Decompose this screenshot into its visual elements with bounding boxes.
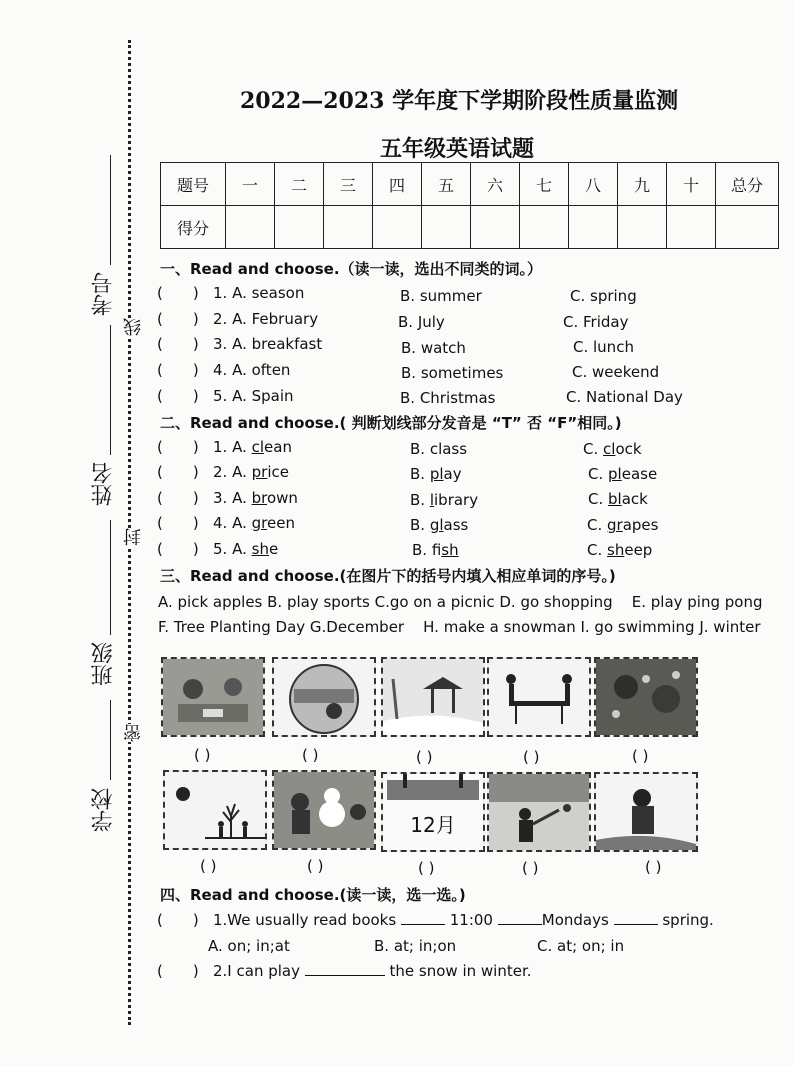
picture-picnic bbox=[161, 657, 265, 737]
section1-heading: 一、Read and choose.（读一读，选出不同类的词。） bbox=[160, 260, 543, 278]
fill-blank[interactable] bbox=[498, 924, 542, 925]
word-bank-line1: A. pick apples B. play sports C.go on a picnic D. go shopping E. play ping pong bbox=[158, 593, 763, 611]
answer-paren[interactable]: ( ) bbox=[157, 387, 199, 405]
answer-paren[interactable]: ( ) bbox=[157, 911, 199, 929]
answer-paren-pic1[interactable]: ( ) bbox=[194, 746, 211, 764]
fill-blank[interactable] bbox=[614, 924, 658, 925]
q-option-c: C. please bbox=[588, 465, 658, 483]
q-option-a: 2. A. price bbox=[213, 463, 289, 481]
score-cell[interactable] bbox=[324, 206, 373, 249]
answer-paren[interactable]: ( ) bbox=[157, 962, 199, 980]
header-cell: 题号 bbox=[161, 163, 226, 206]
header-cell: 六 bbox=[471, 163, 520, 206]
section3-heading: 三、Read and choose.(在图片下的括号内填入相应单词的序号。) bbox=[160, 567, 616, 585]
score-cell[interactable] bbox=[275, 206, 324, 249]
score-value-row bbox=[161, 206, 779, 249]
header-cell: 五 bbox=[422, 163, 471, 206]
score-cell[interactable] bbox=[618, 206, 667, 249]
score-table bbox=[160, 162, 779, 249]
answer-paren[interactable]: ( ) bbox=[157, 489, 199, 507]
header-cell: 四 bbox=[373, 163, 422, 206]
name-label: 姓名 bbox=[91, 462, 116, 506]
q-option-b: B. play bbox=[410, 465, 462, 483]
seal-char-line: 线 bbox=[121, 318, 147, 336]
fill-blank[interactable] bbox=[305, 975, 385, 976]
picture-tree-planting bbox=[163, 770, 267, 850]
class-label: 班级 bbox=[91, 642, 116, 686]
s4-q1-option-c: C. at; on; in bbox=[537, 937, 625, 955]
word-bank-line2: F. Tree Planting Day G.December H. make a snowman I. go swimming J. winter bbox=[158, 618, 761, 636]
q-option-c: C. weekend bbox=[572, 363, 660, 381]
q-option-c: C. spring bbox=[570, 287, 637, 305]
header-cell: 一 bbox=[226, 163, 275, 206]
q-option-a: 5. A. she bbox=[213, 540, 279, 558]
q-option-c: C. grapes bbox=[587, 516, 659, 534]
picture-play-sports bbox=[487, 772, 591, 852]
q-option-a: 3. A. brown bbox=[213, 489, 298, 507]
picture-calendar-december bbox=[381, 772, 485, 852]
q-option-a: 2. A. February bbox=[213, 310, 319, 328]
school-blank bbox=[110, 700, 111, 780]
q-option-b: B. July bbox=[398, 313, 445, 331]
picture-ping-pong bbox=[487, 657, 591, 737]
section4-heading: 四、Read and choose.(读一读，选一选。) bbox=[160, 886, 466, 904]
name-blank bbox=[110, 325, 111, 455]
header-cell: 十 bbox=[667, 163, 716, 206]
section2-heading: 二、Read and choose.( 判断划线部分发音是 “T” 否 “F”相同。) bbox=[160, 414, 622, 432]
score-cell[interactable] bbox=[716, 206, 779, 249]
seal-char-secret: 密 bbox=[121, 724, 147, 742]
header-cell: 九 bbox=[618, 163, 667, 206]
score-cell[interactable] bbox=[226, 206, 275, 249]
q-option-c: C. sheep bbox=[587, 541, 653, 559]
score-cell[interactable] bbox=[520, 206, 569, 249]
exam-subtitle: 五年级英语试题 bbox=[380, 136, 535, 162]
q-option-c: C. lunch bbox=[573, 338, 634, 356]
s4-question-1: 1.We usually read books 11:00 Mondays spring. bbox=[213, 911, 714, 929]
answer-paren[interactable]: ( ) bbox=[157, 463, 199, 481]
q-option-a: 4. A. often bbox=[213, 361, 291, 379]
q-option-b: B. summer bbox=[400, 287, 482, 305]
answer-paren[interactable]: ( ) bbox=[157, 438, 199, 456]
picture-pick-apples bbox=[594, 657, 698, 737]
header-cell: 八 bbox=[569, 163, 618, 206]
answer-paren-pic6[interactable]: ( ) bbox=[200, 857, 217, 875]
answer-paren-pic9[interactable]: ( ) bbox=[522, 859, 539, 877]
picture-swimming bbox=[272, 657, 376, 737]
q-option-a: 5. A. Spain bbox=[213, 387, 294, 405]
q-option-b: B. sometimes bbox=[401, 364, 504, 382]
answer-paren[interactable]: ( ) bbox=[157, 514, 199, 532]
q-option-a: 1. A. clean bbox=[213, 438, 292, 456]
answer-paren[interactable]: ( ) bbox=[157, 310, 199, 328]
header-cell: 三 bbox=[324, 163, 373, 206]
q-option-b: B. fish bbox=[412, 541, 459, 559]
score-header-row bbox=[161, 163, 779, 206]
exam-number-label: 考号 bbox=[91, 272, 116, 316]
q-option-b: B. library bbox=[410, 491, 479, 509]
header-cell: 二 bbox=[275, 163, 324, 206]
class-blank bbox=[110, 520, 111, 635]
s4-q1-option-a: A. on; in;at bbox=[208, 937, 290, 955]
score-row-label: 得分 bbox=[161, 206, 226, 249]
answer-paren[interactable]: ( ) bbox=[157, 335, 199, 353]
score-cell[interactable] bbox=[422, 206, 471, 249]
score-cell[interactable] bbox=[667, 206, 716, 249]
exam-title: 2022—2023 学年度下学期阶段性质量监测 bbox=[240, 88, 679, 114]
q-option-b: B. glass bbox=[410, 516, 469, 534]
score-cell[interactable] bbox=[471, 206, 520, 249]
answer-paren-pic8[interactable]: ( ) bbox=[418, 859, 435, 877]
answer-paren-pic10[interactable]: ( ) bbox=[645, 858, 662, 876]
picture-snowman bbox=[272, 770, 376, 850]
calendar-month-label: 12月 bbox=[410, 813, 456, 837]
header-cell: 总分 bbox=[716, 163, 779, 206]
picture-winter-child bbox=[594, 772, 698, 852]
answer-paren-pic7[interactable]: ( ) bbox=[307, 857, 324, 875]
score-cell[interactable] bbox=[373, 206, 422, 249]
q-option-b: B. Christmas bbox=[400, 389, 496, 407]
header-cell: 七 bbox=[520, 163, 569, 206]
picture-winter-pavilion bbox=[381, 657, 485, 737]
q-option-c: C. black bbox=[588, 490, 648, 508]
fill-blank[interactable] bbox=[401, 924, 445, 925]
seal-char-seal: 封 bbox=[121, 528, 147, 546]
answer-paren[interactable]: ( ) bbox=[157, 361, 199, 379]
q-option-a: 4. A. green bbox=[213, 514, 295, 532]
q-option-b: B. class bbox=[410, 440, 468, 458]
q-option-c: C. clock bbox=[583, 440, 642, 458]
score-cell[interactable] bbox=[569, 206, 618, 249]
answer-paren-pic4[interactable]: ( ) bbox=[523, 748, 540, 766]
q-option-b: B. watch bbox=[401, 339, 466, 357]
s4-q1-option-b: B. at; in;on bbox=[374, 937, 457, 955]
answer-paren[interactable]: ( ) bbox=[157, 284, 199, 302]
q-option-a: 3. A. breakfast bbox=[213, 335, 323, 353]
q-option-a: 1. A. season bbox=[213, 284, 305, 302]
answer-paren[interactable]: ( ) bbox=[157, 540, 199, 558]
exam-number-blank bbox=[110, 155, 111, 265]
q-option-c: C. Friday bbox=[563, 313, 629, 331]
answer-paren-pic3[interactable]: ( ) bbox=[416, 748, 433, 766]
answer-paren-pic2[interactable]: ( ) bbox=[302, 746, 319, 764]
s4-question-2: 2.I can play the snow in winter. bbox=[213, 962, 532, 980]
q-option-c: C. National Day bbox=[566, 388, 683, 406]
school-label: 学校 bbox=[91, 788, 116, 832]
answer-paren-pic5[interactable]: ( ) bbox=[632, 747, 649, 765]
